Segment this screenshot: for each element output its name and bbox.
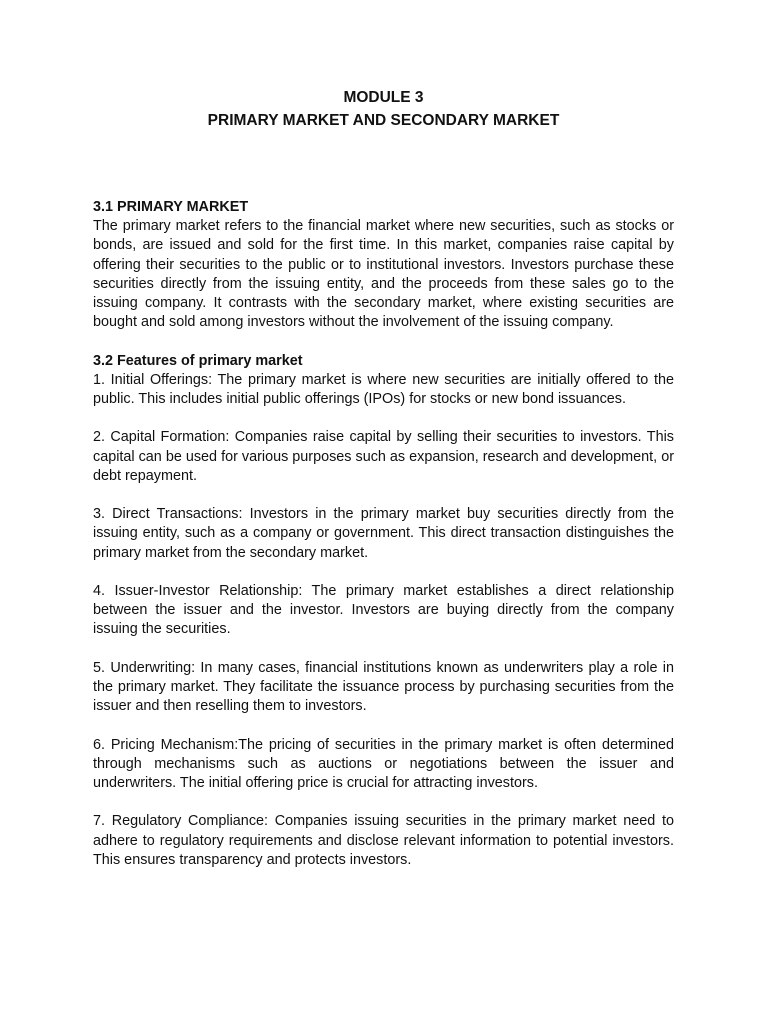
- section-heading-features: 3.2 Features of primary market: [93, 352, 303, 369]
- feature-item-7: 7. Regulatory Compliance: Companies issuing securities in the primary market need to adhere to regulatory requirements and disclose relevant information to potential investors. This ensures transparency and protects investors.: [93, 813, 674, 868]
- feature-item-1: 1. Initial Offerings: The primary market is where new securities are initially offered to the public. This includes initial public offerings (IPOs) for stocks or new bond issuances.: [93, 371, 674, 408]
- section-heading-primary-market: 3.1 PRIMARY MARKET: [93, 199, 249, 215]
- document-page: [93, 86, 674, 870]
- paragraph-primary-market: The primary market refers to the financial market where new securities, such as stocks or bonds, are issued and sold for the first time. In this market, companies raise capital by offering their securities to the public or to institutional investors. Investors purchase these securities directly from the issuing entity, and the proceeds from these sales go to the issuing company. It contrasts with the secondary market, where existing securities are bought and sold among investors without the involvement of the issuing company.: [93, 218, 674, 331]
- feature-item-4: 4. Issuer-Investor Relationship: The primary market establishes a direct relationship between the issuer and the investor. Investors are buying directly from the company issuing the securities.: [93, 583, 674, 638]
- feature-item-5: 5. Underwriting: In many cases, financial institutions known as underwriters play a role in the primary market. They facilitate the issuance process by purchasing securities from the issuer and then reselling them to investors.: [93, 659, 674, 715]
- module-label: MODULE 3: [343, 89, 424, 106]
- feature-item-6: 6. Pricing Mechanism:The pricing of securities in the primary market is often determined through mechanisms such as auctions or negotiations between the issuer and underwriters. The initial offering price is crucial for attracting investors.: [93, 736, 674, 791]
- feature-item-3: 3. Direct Transactions: Investors in the primary market buy securities directly from the issuing entity, such as a company or government. This direct transaction distinguishes the primary market from the secondary market.: [93, 506, 674, 561]
- module-title: PRIMARY MARKET AND SECONDARY MARKET: [207, 112, 560, 129]
- module-title-block: [93, 86, 674, 132]
- feature-item-2: 2. Capital Formation: Companies raise capital by selling their securities to investors. This capital can be used for various purposes such as expansion, research and development, or debt repayment.: [93, 429, 674, 484]
